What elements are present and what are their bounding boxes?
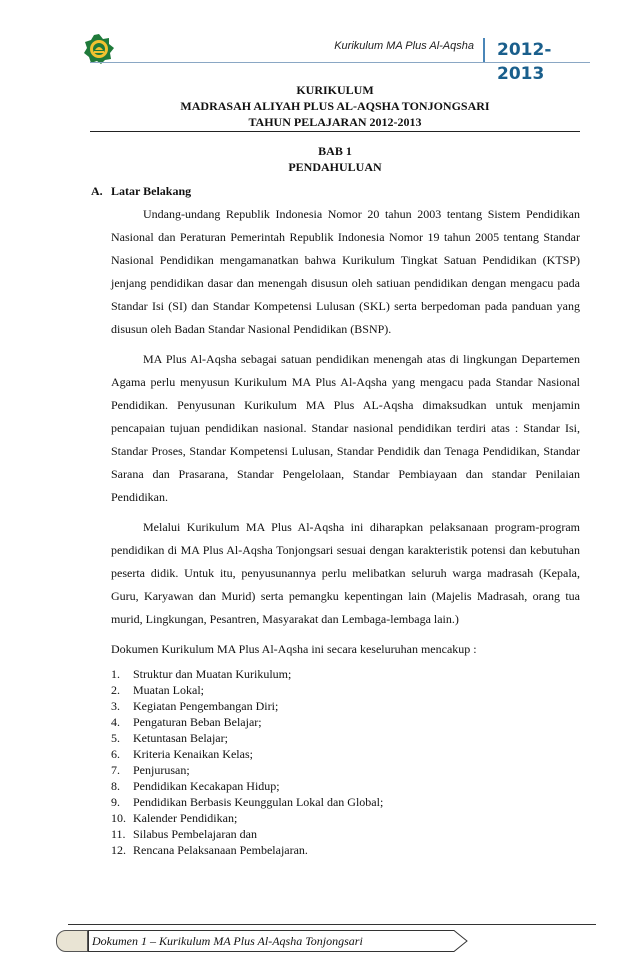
section-title: Latar Belakang: [111, 184, 192, 198]
list-item-number: 2.: [111, 683, 120, 697]
footer-tab-decoration: [56, 930, 88, 952]
paragraph: MA Plus Al-Aqsha sebagai satuan pendidikan menengah atas di lingkungan Departemen Agama perlu menyusun Kurikulum MA Plus Al-Aqsha yang mengacu pada Standar Nasional Pendidikan. Penyusunan Kurikulum MA Plus AL-Aqsha dimaksudkan untuk menjamin pencapaian tujuan pendidikan nasional. Standar nasional pendidikan terdiri atas : Standar Isi, Standar Proses, Standar Kompetensi Lulusan, Standar Pendidik dan Tenaga Pendidikan, Standar Sarana dan Prasarana, Standar Pengelolaan, Standar Pembiayaan dan standar Penilaian Pendidikan.: [111, 352, 580, 504]
list-item: [111, 714, 580, 730]
list-item-number: 11.: [111, 827, 126, 841]
list-intro: Dokumen Kurikulum MA Plus Al-Aqsha ini secara keseluruhan mencakup :: [111, 642, 477, 656]
chapter-heading: [90, 143, 580, 175]
section-number: A.: [91, 184, 103, 198]
header-year: 2012-2013: [483, 38, 593, 62]
list-item: [111, 698, 580, 714]
list-item-number: 3.: [111, 699, 120, 713]
list-item-text: Pendidikan Berbasis Keunggulan Lokal dan Global;: [133, 795, 384, 809]
list-item-number: 4.: [111, 715, 120, 729]
list-item-text: Ketuntasan Belajar;: [133, 731, 228, 745]
list-item-number: 1.: [111, 667, 120, 681]
list-item-text: Struktur dan Muatan Kurikulum;: [133, 667, 292, 681]
list-item-number: 7.: [111, 763, 120, 777]
section-heading: [91, 184, 580, 199]
page-footer: [88, 930, 468, 952]
list-item: [111, 762, 580, 778]
list-item-number: 12.: [111, 843, 126, 857]
list-item-number: 6.: [111, 747, 120, 761]
section-content: [91, 184, 580, 858]
list-item-text: Muatan Lokal;: [133, 683, 204, 697]
paragraph: Melalui Kurikulum MA Plus Al-Aqsha ini diharapkan pelaksanaan program-program pendidikan di MA Plus Al-Aqsha Tonjongsari sesuai dengan karakteristik potensi dan kebutuhan peserta didik. Untuk itu, penyusunannya perlu melibatkan seluruh warga madrasah (Kepala, Guru, Karyawan dan Murid) serta pemangku kepentingan lain (Majelis Madrasah, orang tua murid, Lingkungan, Pesantren, Masyarakat dan Lembaga-lembaga lain.): [111, 520, 580, 626]
document-title: [90, 82, 580, 130]
page-header: [0, 0, 639, 84]
chapter-name: PENDAHULUAN: [288, 160, 382, 174]
list-item-text: Silabus Pembelajaran dan: [133, 827, 257, 841]
list-item: [111, 746, 580, 762]
list-item-text: Kriteria Kenaikan Kelas;: [133, 747, 253, 761]
contents-list: [111, 666, 580, 858]
paragraph: Undang-undang Republik Indonesia Nomor 20 tahun 2003 tentang Sistem Pendidikan Nasional dan Peraturan Pemerintah Republik Indonesia Nomor 19 tahun 2005 tentang Standar Nasional Pendidikan mengamanatkan bahwa Kurikulum Tingkat Satuan Pendidikan (KTSP) jenjang pendidikan dasar dan menengah disusun oleh satiuan pendidikan dengan mengacu pada Standar Isi (SI) dan Standar Kompetensi Lulusan (SKL) serta berpedoman pada panduan yang disusun oleh Badan Standar Nasional Pendidikan (BSNP).: [111, 207, 580, 336]
list-item-number: 8.: [111, 779, 120, 793]
title-line-1: KURIKULUM: [296, 83, 374, 97]
list-item: [111, 810, 580, 826]
footer-text: Dokumen 1 – Kurikulum MA Plus Al-Aqsha Tonjongsari: [92, 934, 363, 948]
list-item-text: Pendidikan Kecakapan Hidup;: [133, 779, 280, 793]
list-item-text: Pengaturan Beban Belajar;: [133, 715, 262, 729]
list-item-text: Kalender Pendidikan;: [133, 811, 238, 825]
list-item-text: Rencana Pelaksanaan Pembelajaran.: [133, 843, 308, 857]
madrasah-emblem-icon: [83, 33, 115, 65]
list-item: [111, 666, 580, 682]
header-divider: [90, 62, 590, 63]
list-item: [111, 826, 580, 842]
list-item-text: Penjurusan;: [133, 763, 190, 777]
title-line-2: MADRASAH ALIYAH PLUS AL-AQSHA TONJONGSARI: [180, 99, 490, 113]
list-item-number: 9.: [111, 795, 120, 809]
list-item-number: 5.: [111, 731, 120, 745]
header-title: Kurikulum MA Plus Al-Aqsha: [334, 40, 474, 52]
list-item: [111, 778, 580, 794]
list-item: [111, 794, 580, 810]
list-item: [111, 842, 580, 858]
title-divider: [90, 131, 580, 132]
list-item-number: 10.: [111, 811, 126, 825]
footer-divider: [68, 924, 596, 925]
chapter-label: BAB 1: [318, 144, 352, 158]
title-line-3: TAHUN PELAJARAN 2012-2013: [248, 115, 422, 129]
list-item: [111, 682, 580, 698]
list-item: [111, 730, 580, 746]
list-item-text: Kegiatan Pengembangan Diri;: [133, 699, 279, 713]
